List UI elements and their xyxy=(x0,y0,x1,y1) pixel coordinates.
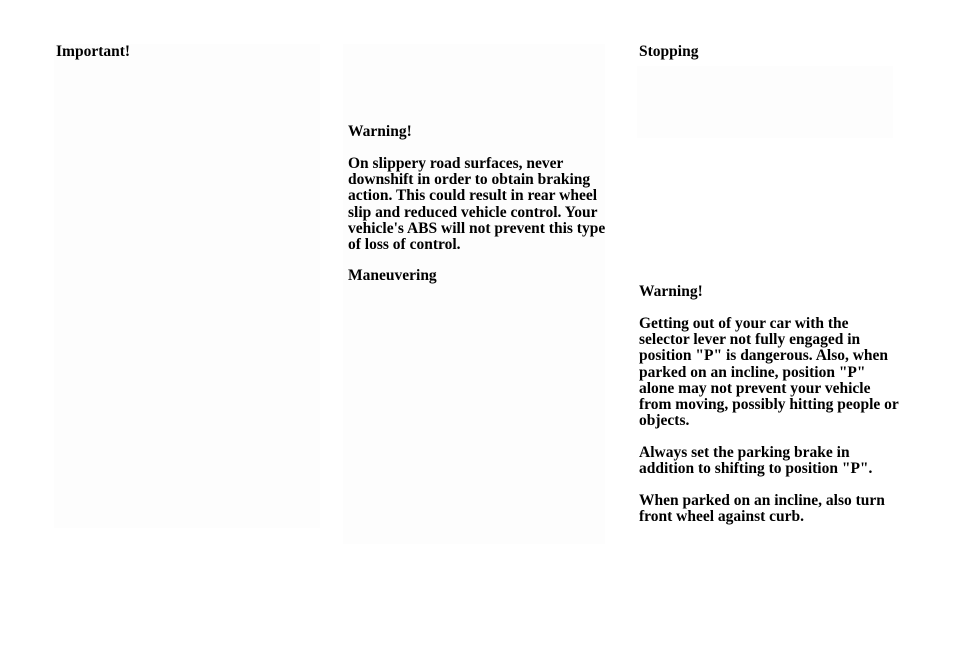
image-placeholder-left xyxy=(54,44,320,528)
warning-heading-parking: Warning! xyxy=(639,283,703,300)
incline-note: When parked on an incline, also turn front wheel against curb. xyxy=(639,492,885,526)
image-placeholder-right xyxy=(637,66,893,138)
important-heading: Important! xyxy=(56,43,131,60)
stopping-heading: Stopping xyxy=(639,43,699,60)
warning-text-braking: On slippery road surfaces, never downshift in order to obtain braking action. This could result in rear wheel slip and reduced vehicle control. Your vehicle's ABS will not prevent this type of loss of control. xyxy=(348,155,606,254)
parking-brake-note: Always set the parking brake in addition to shifting to position "P". xyxy=(639,444,873,478)
image-placeholder-middle xyxy=(343,44,605,544)
warning-heading-braking: Warning! xyxy=(348,123,412,140)
warning-text-parking: Getting out of your car with the selector lever not fully engaged in position "P" is dangerous. Also, when parked on an incline, position "P" alone may not prevent your vehicle from moving, possibly hitting people or objects. xyxy=(639,315,899,430)
maneuvering-heading: Maneuvering xyxy=(348,267,437,284)
